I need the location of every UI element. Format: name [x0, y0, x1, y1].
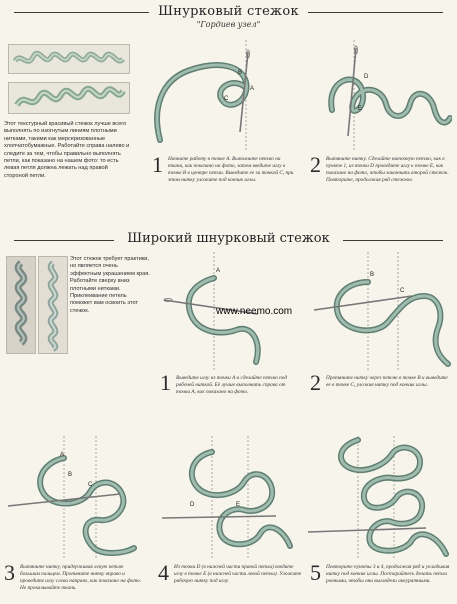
s2-step1-illustration	[160, 252, 300, 370]
s2-step2-diagram	[308, 252, 454, 370]
s2-step3-label-a: A	[60, 452, 65, 458]
lace-swatch-2-image	[9, 83, 129, 113]
section2-title: Широкий шнурковый стежок	[127, 231, 330, 246]
s1-step1-diagram	[150, 40, 296, 150]
label-e: E	[358, 106, 363, 112]
s2-step4-diagram	[156, 436, 302, 560]
s2-step4-label-e: E	[236, 502, 241, 508]
s1-step2-number: 2	[310, 152, 321, 177]
swatch-photo-3	[6, 256, 36, 354]
wide-swatch-1-image	[7, 257, 35, 353]
wide-swatch-2-image	[39, 257, 67, 353]
swatch-photo-2	[8, 82, 130, 114]
watermark: www.neemo.com	[216, 306, 293, 317]
s1-step1-number: 1	[152, 152, 163, 177]
label-a: A	[250, 86, 255, 92]
label-c: C	[224, 96, 229, 102]
s2-step4-text: Из точки D (в нижней части правой петли) введите иглу в точке E (в нижней части левой петли). Уложите рабочую нитку под иглу.	[174, 564, 302, 584]
s2-step3-number: 3	[4, 560, 15, 585]
s2-step3-diagram	[4, 436, 146, 560]
s2-label-a: A	[216, 268, 221, 274]
s1-step2-illustration	[306, 40, 452, 150]
s2-step4-illustration	[156, 436, 302, 560]
s2-step1-text: Выведите иглу из точки A и сделайте петлю под рабочей ниткой. Её лучше выполнить справа от точки A, как показано на фото.	[176, 375, 288, 395]
s2-step3-illustration	[4, 436, 146, 560]
s2-step5-text: Повторите пункты 3 и 4, продолжая ряд и укладывая нитку под кончик иглы. Постарайтесь делать петли ровными, чтобы они выглядели аккуратными.	[326, 564, 450, 584]
swatch-photo-1	[8, 44, 130, 74]
s2-step5-illustration	[308, 436, 454, 560]
lace-swatch-1-image	[9, 45, 129, 73]
s2-step2-illustration	[308, 252, 454, 370]
s2-step4-number: 4	[158, 560, 169, 585]
s2-step5-number: 5	[310, 560, 321, 585]
s2-step3-text: Вытяните нитку, придерживая левую петлю большим пальцем. Протяните нитку вправо и проведите иглу слева направо, как показано на фото. Не прокалывайте ткань.	[20, 564, 142, 591]
s2-step2-number: 2	[310, 370, 321, 395]
label-d: D	[364, 74, 369, 80]
s1-step1-illustration	[150, 40, 296, 150]
s2-label-c: C	[400, 288, 405, 294]
page-subtitle: "Гордиев узел"	[196, 20, 261, 29]
s2-step1-number: 1	[160, 370, 171, 395]
s2-step2-text: Протяните нитку через петлю в точке B и выведите ее в точке C, уложив нитку под кончик иглы.	[326, 375, 448, 388]
s1-step2-diagram	[306, 40, 452, 150]
s2-step1-diagram	[160, 252, 300, 370]
section2-description: Этот стежок требует практики, но является очень эффектным украшением края. Работайте сверху вниз плотными нитками. Приклеивание петель поможет вам освоить этот стежок.	[70, 256, 150, 314]
s2-step5-diagram	[308, 436, 454, 560]
s2-step3-label-b: B	[68, 472, 73, 478]
s2-label-b: B	[370, 272, 375, 278]
s2-step4-label-d: D	[190, 502, 195, 508]
label-b: B	[238, 70, 243, 76]
swatch-photo-4	[38, 256, 68, 354]
s1-step2-text: Вытяните нитку. Сделайте ниточную петлю, как в пункте 1, из точки D проведите иглу к точке E, как показано на фото, чтобы закончить второй стежок. Повторите, продолжая ряд стежков.	[326, 156, 449, 183]
page-title: Шнурковый стежок	[158, 4, 299, 19]
s1-step1-text: Начните работу в точке A. Выполните петлю на ткани, как показано на фото, затем введите иглу в точке B в центре петли. Выведите ее за точкой C, при этом нитку уложите под кончик иглы.	[168, 156, 294, 183]
section1-description: Этот текстурный красивый стежок лучше всего выполнять по изогнутым линиям плотными нитками, такими как мерсеризованные хлопчатобумажные. Работайте справа налево и следите за тем, чтобы правильно выполнять петли, как показано на нашем фото: то есть левая петля должна лежать над правой стороной петли.	[4, 121, 130, 179]
s2-step3-label-c: C	[88, 482, 93, 488]
